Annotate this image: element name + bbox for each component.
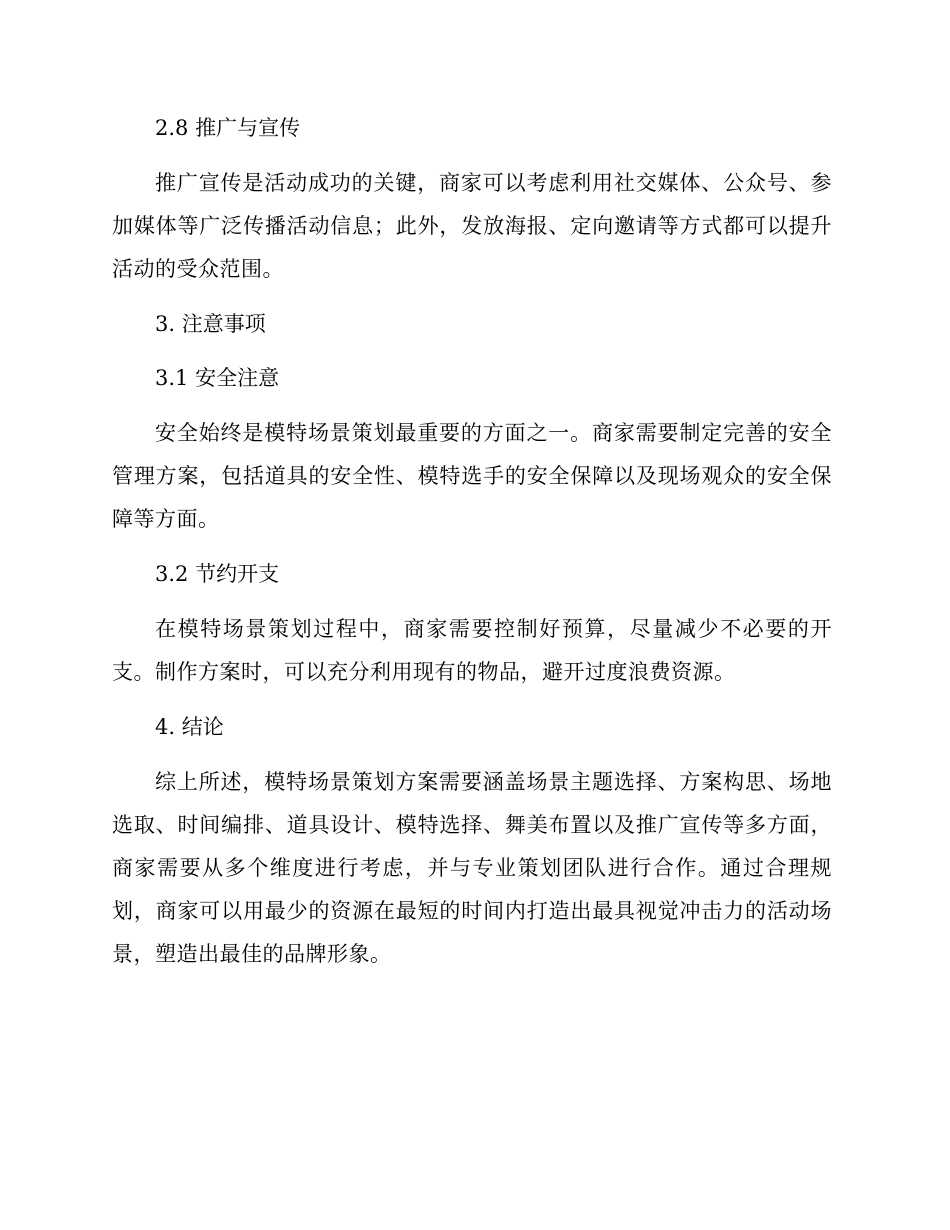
section-paragraph-4: 综上所述，模特场景策划方案需要涵盖场景主题选择、方案构思、场地选取、时间编排、道具设计、模特选择、舞美布置以及推广宣传等多方面，商家需要从多个维度进行考虑，并与专业策划团队进行合作。通过合理规划，商家可以用最少的资源在最短的时间内打造出最具视觉冲击力的活动场景，塑造出最佳的品牌形象。 (112, 770, 832, 966)
section-heading-4: 4. 结论 (155, 715, 224, 739)
section-heading-2-8: 2.8 推广与宣传 (155, 116, 301, 140)
document-body (112, 108, 832, 976)
section-heading-3-2: 3.2 节约开支 (155, 562, 280, 586)
section-heading-3-1: 3.1 安全注意 (155, 366, 280, 390)
section-heading-3: 3. 注意事项 (155, 312, 266, 336)
section-paragraph-2-8: 推广宣传是活动成功的关键，商家可以考虑利用社交媒体、公众号、参加媒体等广泛传播活动信息；此外，发放海报、定向邀请等方式都可以提升活动的受众范围。 (112, 171, 832, 281)
section-paragraph-3-1: 安全始终是模特场景策划最重要的方面之一。商家需要制定完善的安全管理方案，包括道具的安全性、模特选手的安全保障以及现场观众的安全保障等方面。 (112, 421, 832, 531)
section-paragraph-3-2: 在模特场景策划过程中，商家需要控制好预算，尽量减少不必要的开支。制作方案时，可以充分利用现有的物品，避开过度浪费资源。 (112, 617, 832, 684)
